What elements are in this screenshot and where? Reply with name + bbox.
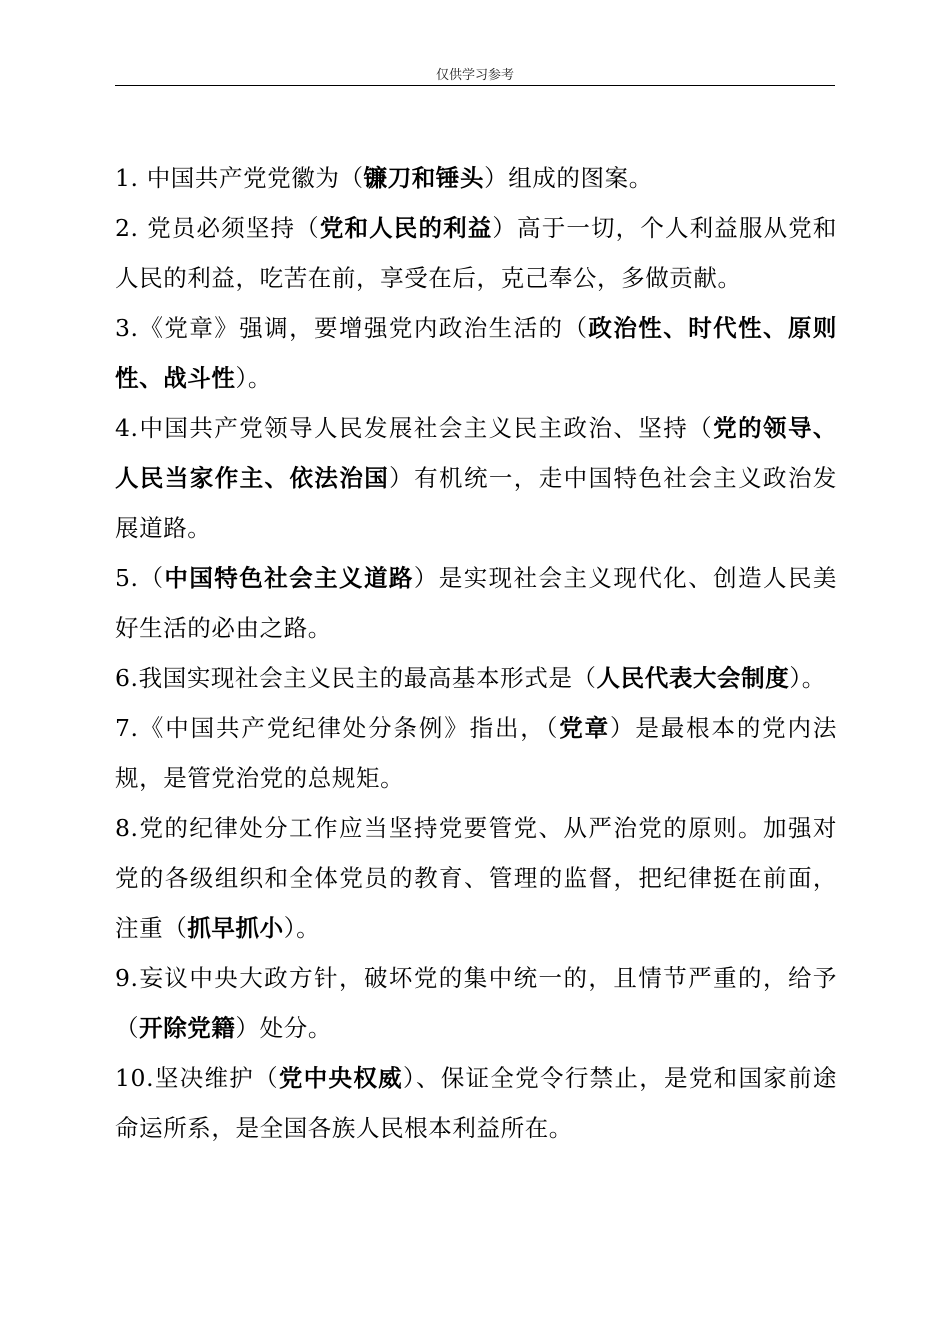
question-text: ）、保证全党令行禁止，是党和国家前途命运所系，是全国各族人民根本利益所在。 xyxy=(115,1064,837,1142)
question-5 xyxy=(115,553,837,653)
question-number: 4. xyxy=(115,414,139,442)
question-number: 7. xyxy=(115,714,139,742)
question-text: ）是最根本的党内法规，是管党治党的总规矩。 xyxy=(115,714,838,792)
question-text: 《中国共产党纪律处分条例》指出，（ xyxy=(138,714,560,742)
question-text: ）处分。 xyxy=(235,1014,332,1042)
question-text: ）组成的图案。 xyxy=(484,164,653,192)
question-4 xyxy=(115,403,837,553)
question-text: ）有机统一，走中国特色社会主义政治发展道路。 xyxy=(115,464,837,542)
question-6 xyxy=(115,653,837,703)
question-text: 我国实现社会主义民主的最高基本形式是（ xyxy=(138,664,597,692)
question-7 xyxy=(115,703,837,803)
question-3 xyxy=(115,303,837,403)
answer-text: 政治性、时代性、原则性、战斗性 xyxy=(115,314,837,392)
question-text: 党员必须坚持（ xyxy=(147,214,320,242)
question-text: ）。 xyxy=(789,664,826,692)
question-text: 坚决维护（ xyxy=(154,1064,279,1092)
answer-text: 中国特色社会主义道路 xyxy=(164,564,414,592)
question-9 xyxy=(115,953,837,1053)
question-text: （ xyxy=(138,564,165,592)
answer-text: 镰刀和锤头 xyxy=(363,164,485,192)
question-text: ）是实现社会主义现代化、创造人民美好生活的必由之路。 xyxy=(115,564,838,642)
question-number: 10. xyxy=(115,1064,155,1092)
question-text: 《党章》强调，要增强党内政治生活的（ xyxy=(138,314,589,342)
question-list xyxy=(115,153,837,1153)
question-number: 5. xyxy=(115,564,139,592)
question-8 xyxy=(115,803,837,953)
answer-text: 党中央权威 xyxy=(278,1064,403,1092)
page-header: 仅供学习参考 xyxy=(435,68,514,83)
question-number: 8. xyxy=(115,814,139,842)
answer-text: 党的领导、人民当家作主、依法治国 xyxy=(115,414,837,492)
question-1 xyxy=(115,153,837,203)
answer-text: 开除党籍 xyxy=(139,1014,236,1042)
question-10 xyxy=(115,1053,837,1153)
question-text: 妄议中央大政方针，破坏党的集中统一的，且情节严重的，给予（ xyxy=(115,964,837,1042)
question-text: ）。 xyxy=(235,364,272,392)
question-text: 中国共产党党徽为（ xyxy=(146,164,364,192)
answer-text: 人民代表大会制度 xyxy=(596,664,790,692)
answer-text: 抓早抓小 xyxy=(187,914,284,942)
question-number: 3. xyxy=(115,314,139,342)
question-text: 党的纪律处分工作应当坚持党要管党、从严治党的原则。加强对党的各级组织和全体党员的教育、管理的监督，把纪律挺在前面，注重（ xyxy=(115,814,837,942)
question-number: 9. xyxy=(115,964,139,992)
question-text: ）高于一切，个人利益服从党和人民的利益，吃苦在前，享受在后，克己奉公，多做贡献。 xyxy=(115,214,837,292)
question-text: ）。 xyxy=(283,914,321,942)
question-text: 中国共产党领导人民发展社会主义民主政治、坚持（ xyxy=(138,414,714,442)
answer-text: 党和人民的利益 xyxy=(319,214,493,242)
question-number: 1. xyxy=(115,164,147,192)
answer-text: 党章 xyxy=(559,714,611,742)
question-number: 2. xyxy=(115,214,148,242)
question-number: 6. xyxy=(115,664,139,692)
header-divider xyxy=(115,85,835,86)
question-2 xyxy=(115,203,837,303)
